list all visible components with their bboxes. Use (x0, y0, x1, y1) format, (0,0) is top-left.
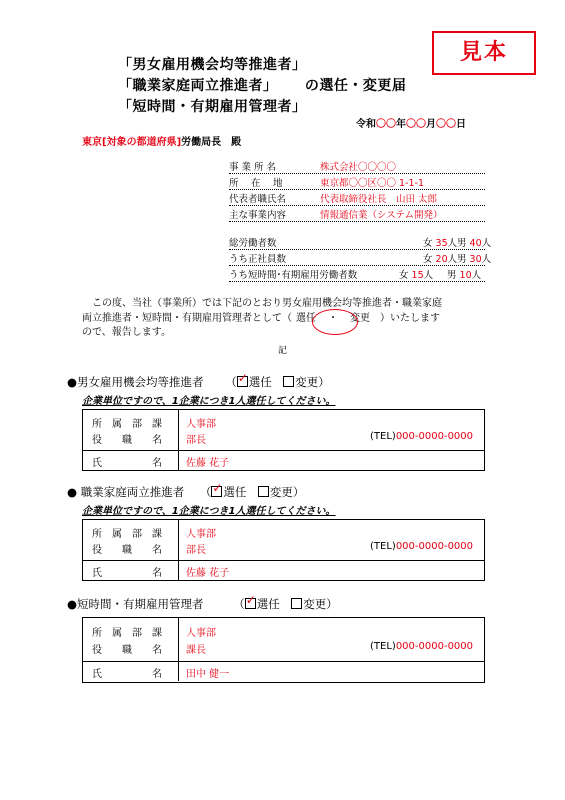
position-value: 課長 (186, 645, 206, 656)
date-year-unit: 年 (396, 119, 406, 130)
male-count: 30 (469, 254, 482, 265)
dept-title-row (83, 520, 484, 561)
male-label: 男 (447, 270, 457, 281)
male-count: 10 (459, 270, 472, 281)
address-value: 東京都〇〇区〇〇 1-1-1 (320, 178, 425, 189)
date-year: 〇〇 (376, 119, 396, 130)
date-month-unit: 月 (426, 119, 436, 130)
name-value: 田中 健一 (186, 669, 230, 680)
section-table-work-family (82, 519, 485, 581)
name-label: 氏 名 (92, 669, 162, 680)
representative-value: 代表取締役社長 山田 太郎 (320, 194, 438, 205)
tel-label: (TEL) (370, 431, 396, 442)
name-value: 佐藤 花子 (186, 458, 230, 469)
female-count: 35 (435, 238, 448, 249)
count-label: うち正社員数 (229, 254, 287, 265)
name-row (83, 662, 484, 681)
select-checkbox[interactable] (211, 486, 222, 497)
section-table-parttime-manager (82, 617, 485, 683)
change-checkbox[interactable] (283, 376, 294, 387)
dept-label: 所 属 部 課 (92, 419, 162, 430)
name-row (83, 561, 484, 580)
ki-marker: 記 (278, 346, 288, 356)
count-row-parttime (229, 265, 485, 282)
tel-value: 000-0000-0000 (395, 541, 474, 552)
date-era: 令和 (356, 119, 376, 130)
count-row-regular (229, 249, 492, 266)
male-count: 40 (469, 238, 482, 249)
section-title: ● 職業家庭両立推進者 (67, 485, 185, 499)
select-circle-mark (312, 309, 358, 335)
position-label: 役 職 名 (92, 545, 162, 556)
position-value: 部長 (186, 545, 206, 556)
section-heading-parttime-manager: ●短時間・有期雇用管理者 （✓ 選任 変更） (67, 596, 338, 612)
tel-label: (TEL) (370, 641, 396, 652)
count-label: うち短時間･有期雇用労働者数 (229, 270, 358, 281)
female-count: 20 (435, 254, 448, 265)
unit: 人 (423, 270, 434, 281)
title-line-2 (118, 75, 406, 95)
section-note: 企業単位ですので、1企業につき1人選任してください。 (82, 396, 336, 407)
select-option-label: 選任 (256, 597, 280, 611)
name-row (83, 451, 484, 470)
address-row (229, 173, 485, 190)
company-name-value: 株式会社〇〇〇〇 (320, 162, 397, 173)
business-value: 情報通信業（システム開発） (320, 210, 443, 221)
section-note: 企業単位ですので、1企業につき1人選任してください。 (82, 506, 336, 517)
female-label: 女 (399, 270, 409, 281)
change-checkbox[interactable] (258, 486, 269, 497)
title-line-2-label: 「職業家庭両立推進者」 (118, 78, 278, 94)
business-label: 主な事業内容 (229, 210, 287, 221)
name-value: 佐藤 花子 (186, 568, 230, 579)
section-title: ●男女雇用機会均等推進者 (67, 375, 204, 389)
male-label: 男 (457, 254, 467, 265)
select-checkbox[interactable] (237, 376, 248, 387)
select-option-label: 選任 (248, 375, 272, 389)
female-label: 女 (423, 254, 433, 265)
select-checkbox[interactable] (245, 598, 256, 609)
paragraph-line-2-tail: ）いたします (380, 312, 440, 324)
section-heading-work-family: ● 職業家庭両立推進者 （✓ 選任 変更） (67, 484, 304, 500)
dept-value: 人事部 (186, 419, 216, 430)
title-line-3: 「短時間・有期雇用管理者」 (118, 99, 307, 115)
addressee-title: 労働局長 殿 (181, 137, 242, 148)
count-row-total (229, 233, 492, 250)
unit: 人 (471, 270, 482, 281)
date-day-unit: 日 (456, 119, 466, 130)
dept-value: 人事部 (186, 529, 216, 540)
submission-date (356, 115, 466, 130)
section-table-equal-opportunity (82, 409, 485, 471)
change-checkbox[interactable] (291, 598, 302, 609)
tel-label: (TEL) (370, 541, 396, 552)
title-line-1: 「男女雇用機会均等推進者」 (118, 57, 307, 73)
unit: 人 (481, 254, 492, 265)
date-month: 〇〇 (406, 119, 426, 130)
dept-label: 所 属 部 課 (92, 529, 162, 540)
male-label: 男 (457, 238, 467, 249)
dept-title-row (83, 410, 484, 451)
title-suffix: の選任・変更届 (304, 78, 407, 94)
section-heading-equal-opportunity: ●男女雇用機会均等推進者 （✓ 選任 変更） (67, 374, 330, 390)
dept-title-row (83, 618, 484, 662)
representative-label: 代表者職氏名 (229, 194, 287, 205)
position-label: 役 職 名 (92, 435, 162, 446)
position-label: 役 職 名 (92, 645, 162, 656)
date-day: 〇〇 (436, 119, 456, 130)
representative-row (229, 189, 485, 206)
paragraph-line-3: ので、報告します。 (82, 327, 171, 338)
position-value: 部長 (186, 435, 206, 446)
paragraph-line-1: この度、当社（事業所）では下記のとおり男女雇用機会均等推進者・職業家庭 (92, 298, 442, 309)
change-option-label: 変更 (303, 597, 327, 611)
tel-value: 000-0000-0000 (395, 641, 474, 652)
sample-stamp: 見本 (432, 31, 536, 75)
company-name-row (229, 157, 485, 174)
business-row (229, 205, 485, 222)
change-option-label: 変更 (295, 375, 319, 389)
unit: 人 (447, 254, 458, 265)
female-count: 15 (411, 270, 424, 281)
unit: 人 (447, 238, 458, 249)
tel-value: 000-0000-0000 (395, 431, 474, 442)
address-label: 所 在 地 (229, 178, 283, 189)
addressee-prefecture: 東京[対象の都道府県] (82, 137, 182, 148)
unit: 人 (481, 238, 492, 249)
option-select-text: 選任 (296, 312, 316, 324)
dept-label: 所 属 部 課 (92, 628, 162, 639)
female-label: 女 (423, 238, 433, 249)
paragraph-line-2-lead: 両立推進者・短時間・有期雇用管理者として（ (82, 312, 292, 324)
option-change-text: 変更 (350, 312, 370, 324)
paragraph-line-2 (82, 312, 498, 327)
count-label: 総労働者数 (229, 238, 277, 249)
report-paragraph (82, 297, 498, 341)
option-separator: ・ (328, 312, 338, 324)
name-label: 氏 名 (92, 568, 162, 579)
addressee (82, 133, 241, 148)
name-label: 氏 名 (92, 458, 162, 469)
section-title: ●短時間・有期雇用管理者 (67, 597, 204, 611)
dept-value: 人事部 (186, 628, 216, 639)
change-option-label: 変更 (269, 485, 293, 499)
company-name-label: 事 業 所 名 (229, 162, 277, 173)
select-option-label: 選任 (223, 485, 247, 499)
